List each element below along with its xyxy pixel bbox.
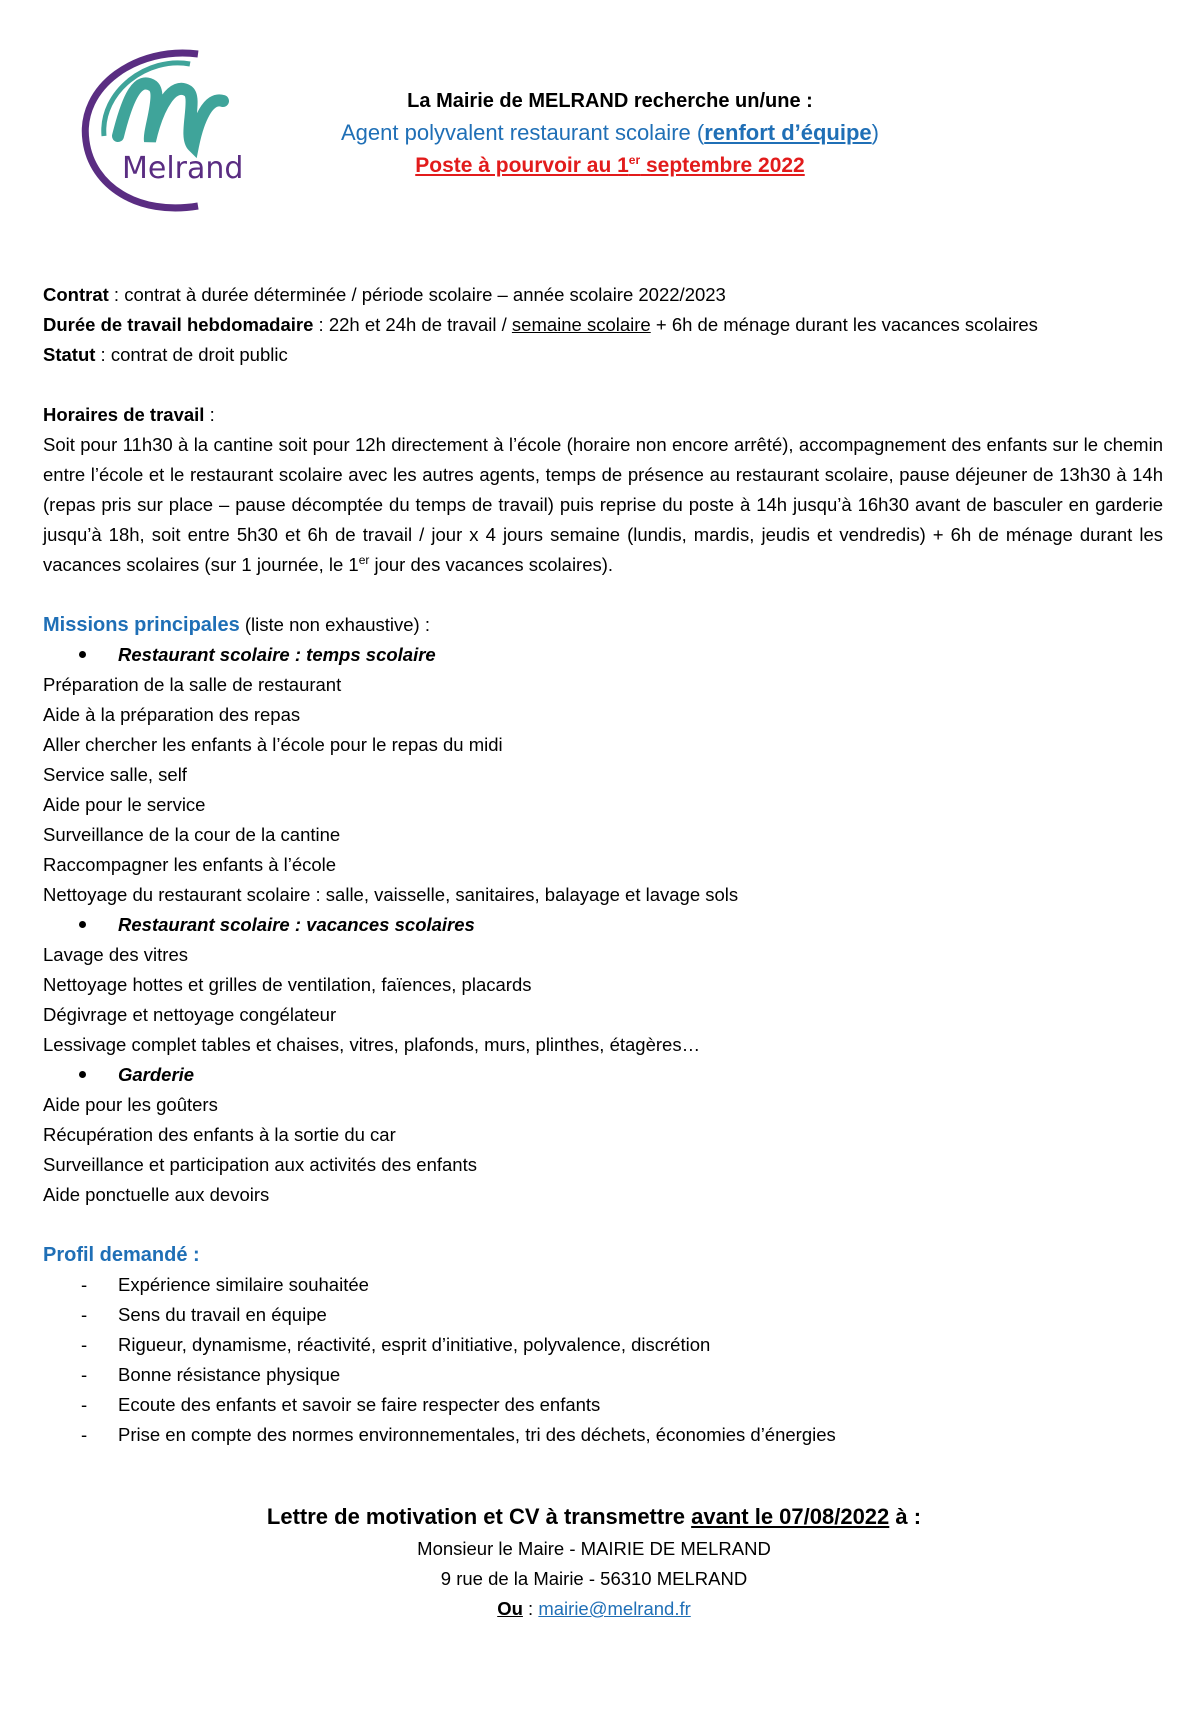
- profil-item: [43, 1420, 1171, 1450]
- duree-value-underlined: semaine scolaire: [511, 314, 651, 335]
- profil-item: [43, 1360, 1171, 1390]
- profil-item-text: Prise en compte des normes environnementales, tri des déchets, économies d’énergies: [118, 1424, 836, 1445]
- profil-heading: [43, 1240, 1171, 1270]
- contrat-value: : contrat à durée déterminée / période scolaire – année scolaire 2022/2023: [108, 284, 726, 305]
- duree-label: Durée de travail hebdomadaire: [43, 314, 314, 335]
- horaires-text-b: jour des vacances scolaires).: [369, 554, 614, 575]
- duree-line: [43, 310, 1171, 340]
- list-item: Aide à la préparation des repas: [43, 704, 301, 725]
- duree-value-a: : 22h et 24h de travail /: [313, 314, 512, 335]
- main-content: [43, 280, 1171, 1450]
- profil-item-text: Ecoute des enfants et savoir se faire respecter des enfants: [118, 1394, 601, 1415]
- missions-heading: [43, 610, 1171, 640]
- horaires-paragraph: [43, 430, 1163, 580]
- application-heading-b: à :: [889, 1504, 922, 1529]
- dash-marker: -: [81, 1334, 88, 1355]
- dash-marker: -: [81, 1424, 88, 1445]
- bullet-dot-icon: [79, 651, 86, 658]
- missions-title: Missions principales: [43, 614, 240, 636]
- profil-item-text: Expérience similaire souhaitée: [118, 1274, 369, 1295]
- list-item: Surveillance de la cour de la cantine: [43, 824, 341, 845]
- list-item: Surveillance et participation aux activités des enfants: [43, 1154, 477, 1175]
- group2-title: Restaurant scolaire : vacances scolaires: [118, 914, 475, 935]
- application-heading: [0, 1500, 1188, 1534]
- bullet-dot-icon: [79, 1071, 86, 1078]
- statut-label: Statut: [43, 344, 96, 365]
- start-date-b: septembre 2022: [640, 154, 805, 177]
- horaires-suffix: :: [204, 404, 215, 425]
- profil-item-text: Rigueur, dynamisme, réactivité, esprit d’initiative, polyvalence, discrétion: [118, 1334, 711, 1355]
- missions-title-suffix: (liste non exhaustive) :: [239, 614, 430, 635]
- profil-item: [43, 1300, 1171, 1330]
- header-line1: La Mairie de MELRAND recherche un/une :: [407, 90, 813, 112]
- statut-line: [43, 340, 1171, 370]
- duree-value-b: + 6h de ménage durant les vacances scolaires: [650, 314, 1038, 335]
- list-item: Lavage des vitres: [43, 944, 189, 965]
- dash-marker: -: [81, 1304, 88, 1325]
- start-date: [270, 150, 950, 182]
- bullet-dot-icon: [79, 921, 86, 928]
- application-heading-a: Lettre de motivation et CV à transmettre: [266, 1504, 692, 1529]
- contrat-line: [43, 280, 1171, 310]
- contrat-label: Contrat: [43, 284, 109, 305]
- profil-item: [43, 1390, 1171, 1420]
- horaires-label: Horaires de travail: [43, 404, 205, 425]
- profil-item-text: Bonne résistance physique: [118, 1364, 341, 1385]
- job-title: [270, 116, 950, 150]
- job-title-a: Agent polyvalent restaurant scolaire (: [341, 120, 705, 145]
- list-item: Aide pour le service: [43, 794, 206, 815]
- horaires-sup: er: [358, 552, 370, 567]
- list-item: Raccompagner les enfants à l’école: [43, 854, 337, 875]
- list-item: Préparation de la salle de restaurant: [43, 674, 342, 695]
- bullet-group2: [43, 910, 1171, 940]
- email-link[interactable]: mairie@melrand.fr: [538, 1598, 691, 1619]
- list-item: Dégivrage et nettoyage congélateur: [43, 1004, 337, 1025]
- profil-item: [43, 1330, 1171, 1360]
- list-item: Nettoyage hottes et grilles de ventilation, faïences, placards: [43, 974, 532, 995]
- list-item: Aller chercher les enfants à l’école pour le repas du midi: [43, 734, 503, 755]
- start-date-sup: er: [628, 153, 641, 167]
- melrand-logo: [78, 46, 268, 216]
- header: [270, 86, 950, 182]
- melrand-m-logo-icon: [78, 46, 268, 216]
- group3-title: Garderie: [118, 1064, 195, 1085]
- list-item: Service salle, self: [43, 764, 187, 785]
- list-item: Aide pour les goûters: [43, 1094, 218, 1115]
- logo-text: Melrand: [122, 151, 244, 186]
- horaires-heading: [43, 400, 1171, 430]
- address-line1: Monsieur le Maire - MAIRIE DE MELRAND: [417, 1538, 771, 1559]
- group1-title: Restaurant scolaire : temps scolaire: [118, 644, 436, 665]
- list-item: Récupération des enfants à la sortie du car: [43, 1124, 396, 1145]
- job-title-emphasis: renfort d’équipe: [704, 120, 872, 145]
- email-sep: :: [522, 1598, 539, 1619]
- profil-title: Profil demandé :: [43, 1244, 200, 1266]
- list-item: Aide ponctuelle aux devoirs: [43, 1184, 270, 1205]
- job-title-c: ): [871, 120, 879, 145]
- email-line: [0, 1594, 1188, 1624]
- list-item: Nettoyage du restaurant scolaire : salle, vaisselle, sanitaires, balayage et lavage sols: [43, 884, 739, 905]
- bullet-group3: [43, 1060, 1171, 1090]
- bullet-group1: [43, 640, 1171, 670]
- deadline: avant le 07/08/2022: [691, 1504, 890, 1529]
- start-date-a: Poste à pourvoir au 1: [415, 154, 629, 177]
- list-item: Lessivage complet tables et chaises, vitres, plafonds, murs, plinthes, étagères…: [43, 1034, 701, 1055]
- dash-marker: -: [81, 1364, 88, 1385]
- ou-label: Ou: [497, 1598, 523, 1619]
- address-line2: 9 rue de la Mairie - 56310 MELRAND: [440, 1568, 748, 1589]
- dash-marker: -: [81, 1394, 88, 1415]
- footer: [0, 1500, 1188, 1624]
- statut-value: : contrat de droit public: [95, 344, 288, 365]
- dash-marker: -: [81, 1274, 88, 1295]
- profil-item-text: Sens du travail en équipe: [118, 1304, 327, 1325]
- horaires-text-a: Soit pour 11h30 à la cantine soit pour 12h directement à l’école (horaire non encore arrêté), accompagnement des enfants sur le chemin entre l’école et le restaurant scolaire avec les autres agents, temps de présence au restaurant scolaire, pause déjeuner de 13h30 à 14h (repas pris sur place – pause décomptée du temps de travail) puis reprise du poste à 14h jusqu’à 16h30 avant de basculer en garderie jusqu’à 18h, soit entre 5h30 et 6h de travail / jour x 4 jours semaine (lundis, mardis, jeudis et vendredis) + 6h de ménage durant les vacances scolaires (sur 1 journée, le 1: [43, 434, 1163, 575]
- profil-item: [43, 1270, 1171, 1300]
